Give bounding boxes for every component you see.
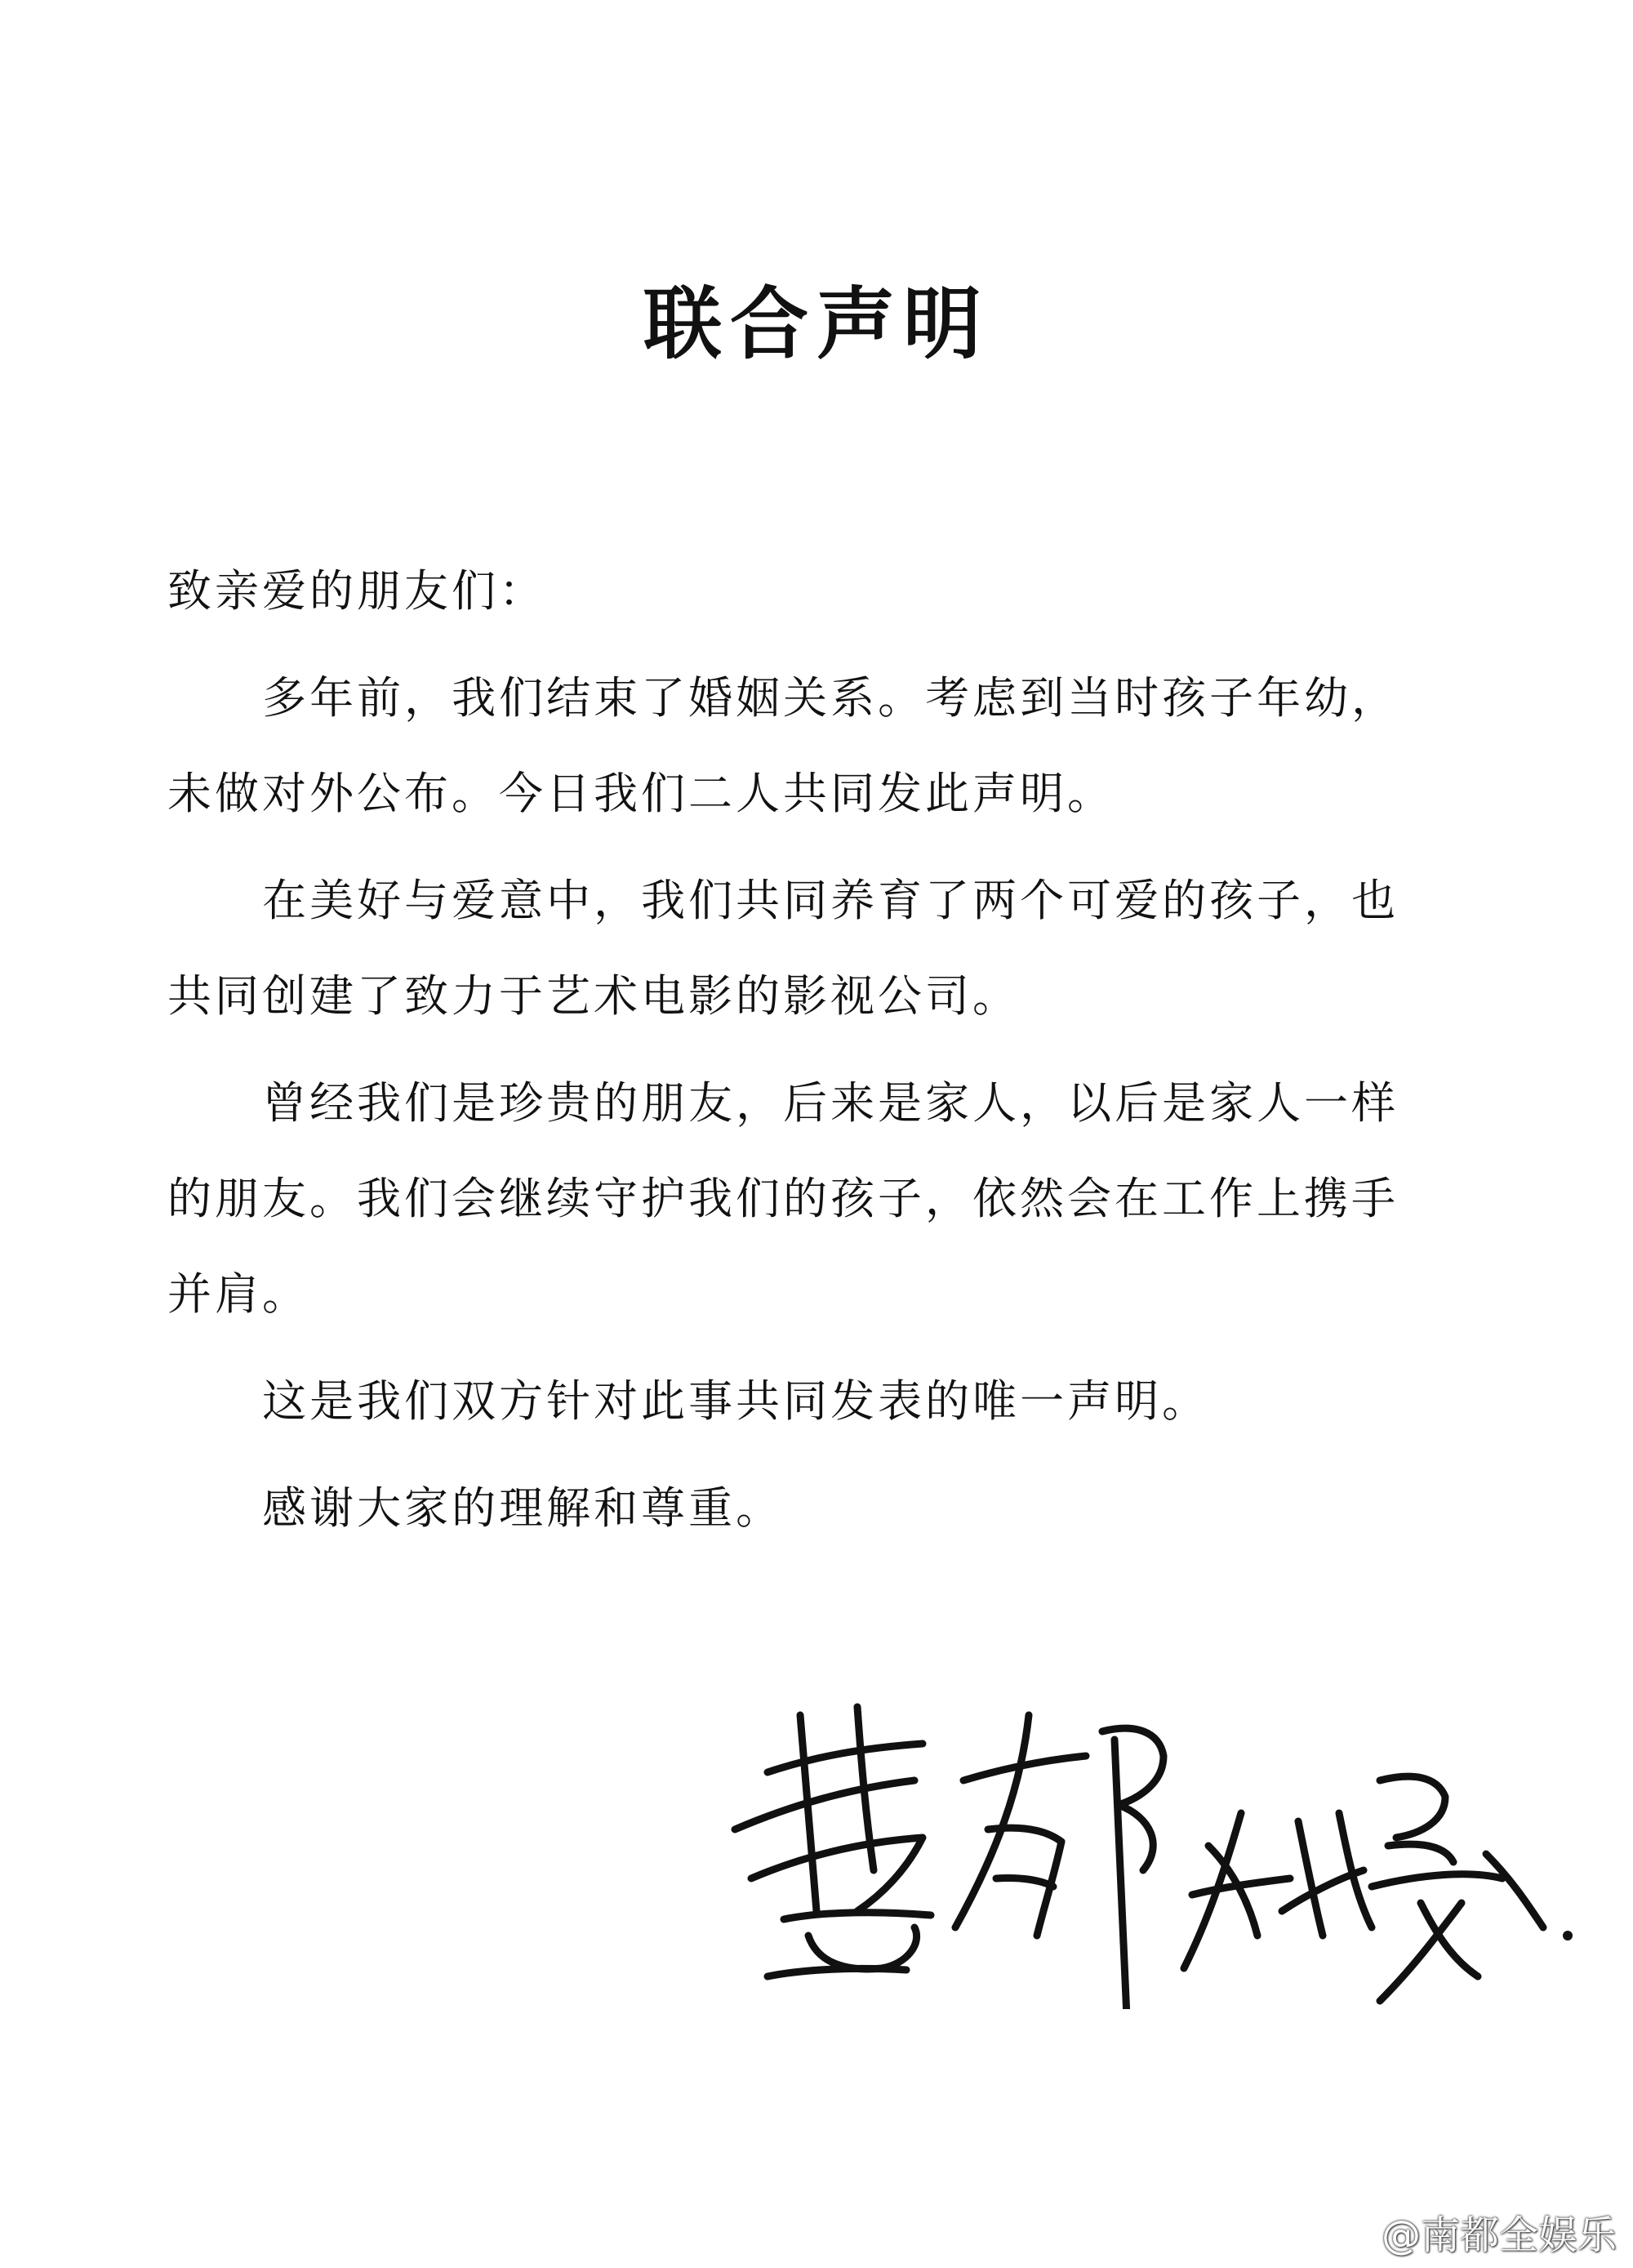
paragraph-5: 感谢大家的理解和尊重。 — [262, 1482, 784, 1534]
page-title: 联合声明 — [643, 278, 990, 370]
paragraph-4: 这是我们双方针对此事共同发表的唯一声明。 — [262, 1375, 1210, 1427]
signature-graphic — [719, 1666, 1584, 2009]
paragraph-2: 在美好与爱意中，我们共同养育了两个可爱的孩子，也共同创建了致力于艺术电影的影视公司。 — [167, 875, 1399, 1022]
watermark — [1328, 2203, 1617, 2260]
greeting: 致亲爱的朋友们： — [167, 565, 546, 617]
paragraph-3: 曾经我们是珍贵的朋友，后来是家人，以后是家人一样的朋友。我们会继续守护我们的孩子，依然会在工作上携手并肩。 — [167, 1077, 1399, 1320]
paragraph-1: 多年前，我们结束了婚姻关系。考虑到当时孩子年幼，未做对外公布。今日我们二人共同发此声明。 — [167, 672, 1399, 819]
handwritten-signature — [719, 1666, 1584, 2009]
weibo-icon — [1328, 2212, 1373, 2252]
statement-body — [167, 543, 1441, 1567]
watermark-text: @南都全娱乐 — [1381, 2212, 1617, 2258]
